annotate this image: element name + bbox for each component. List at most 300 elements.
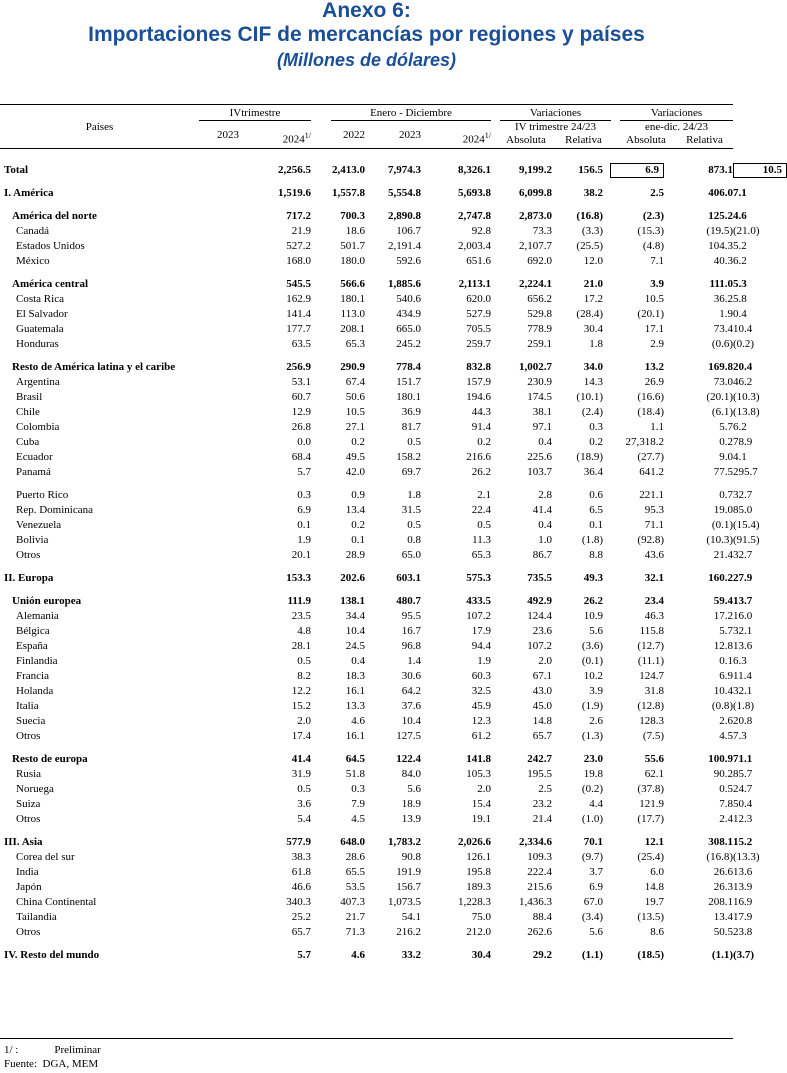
cell-value: 705.5 bbox=[466, 323, 491, 335]
cell-value: 92.8 bbox=[471, 225, 491, 237]
cell-value: 0.5 bbox=[719, 783, 733, 795]
cell-value: (1.8) bbox=[581, 534, 603, 546]
cell-value: 14.3 bbox=[583, 376, 603, 388]
cell-value: 177.7 bbox=[286, 323, 311, 335]
label-spacer bbox=[199, 880, 239, 895]
cell-value: 2,256.5 bbox=[278, 164, 311, 176]
cell-value: 50.5 bbox=[713, 926, 733, 938]
cell-value: 873.1 bbox=[708, 164, 733, 176]
row-label: Bolivia bbox=[16, 534, 49, 546]
region-row: III. Asia 577.9 648.0 1,783.2 2,026.6 2,334.6 70.1 12.1 308.1 15.2 bbox=[0, 835, 733, 850]
cell-value: 26.2 bbox=[471, 466, 491, 478]
cell-value: 29.2 bbox=[532, 949, 552, 961]
cell-value: 65.3 bbox=[471, 549, 491, 561]
cell-value: 32.5 bbox=[471, 685, 491, 697]
cell-value: 10.4 bbox=[713, 685, 733, 697]
country-row: España 28.1 24.5 96.8 94.4 107.2 (3.6) (12.7) 12.8 13.6 bbox=[0, 639, 733, 654]
cell-value: 12.8 bbox=[713, 640, 733, 652]
cell-value: 651.6 bbox=[466, 255, 491, 267]
label-spacer bbox=[199, 518, 239, 533]
cell-value: 153.3 bbox=[286, 572, 311, 584]
table-bottom-rule bbox=[0, 1038, 733, 1039]
cell-value: 433.5 bbox=[466, 595, 491, 607]
cell-value: 105.3 bbox=[466, 768, 491, 780]
cell-value: (1.9) bbox=[581, 700, 603, 712]
cell-value: 162.9 bbox=[286, 293, 311, 305]
cell-value: (11.1) bbox=[637, 655, 664, 667]
country-row: Cuba 0.0 0.2 0.5 0.2 0.4 0.2 27,318.2 0.2 78.9 bbox=[0, 435, 733, 450]
cell-value: 4.5 bbox=[351, 813, 365, 825]
cell-value: 107.2 bbox=[527, 640, 552, 652]
cell-value: 2,191.4 bbox=[388, 240, 421, 252]
cell-value: 2.0 bbox=[477, 783, 491, 795]
cell-value: 30.4 bbox=[583, 323, 603, 335]
label-spacer bbox=[199, 292, 239, 307]
header-col-2024-q-note: 1/ bbox=[304, 131, 311, 140]
cell-value: 49.5 bbox=[345, 451, 365, 463]
cell-value: 26.9 bbox=[644, 376, 664, 388]
row-label: Finlandia bbox=[16, 655, 58, 667]
row-label: México bbox=[16, 255, 50, 267]
cell-value: 40.3 bbox=[713, 255, 733, 267]
cell-value: 0.4 bbox=[538, 519, 552, 531]
cell-value: 17.2 bbox=[713, 610, 733, 622]
header-col-abs-y: Absoluta bbox=[626, 134, 666, 146]
header-bottom-rule bbox=[0, 148, 733, 149]
cell-value: 15.4 bbox=[471, 798, 491, 810]
header-top-rule bbox=[0, 104, 733, 105]
country-row: Chile 12.9 10.5 36.9 44.3 38.1 (2.4) (18.4) (6.1) (13.8) bbox=[0, 405, 733, 420]
cell-value: 5.7 bbox=[719, 625, 733, 637]
cell-value: 2,413.0 bbox=[332, 164, 365, 176]
header-paises: Países bbox=[85, 121, 114, 133]
country-row: Otros 5.4 4.5 13.9 19.1 21.4 (1.0) (17.7) 2.4 12.3 bbox=[0, 812, 733, 827]
cell-value: 157.9 bbox=[466, 376, 491, 388]
row-label: América central bbox=[12, 278, 89, 290]
row-label: Tailandia bbox=[16, 911, 57, 923]
cell-value: 0.1 bbox=[719, 655, 733, 667]
cell-value: 63.5 bbox=[291, 338, 311, 350]
cell-value: 158.2 bbox=[396, 451, 421, 463]
cell-value: 21.4 bbox=[532, 813, 552, 825]
cell-value: (1.1) bbox=[581, 949, 603, 961]
cell-value: 5.4 bbox=[297, 813, 311, 825]
page-title: Importaciones CIF de mercancías por regiones y países bbox=[88, 23, 645, 46]
label-spacer bbox=[199, 390, 239, 405]
region-row: II. Europa 153.3 202.6 603.1 575.3 735.5 49.3 32.1 160.2 27.9 bbox=[0, 571, 733, 586]
cell-value: 16.7 bbox=[401, 625, 421, 637]
label-spacer bbox=[199, 465, 239, 480]
cell-value: 46.3 bbox=[644, 610, 664, 622]
spacer-row bbox=[0, 269, 733, 277]
cell-value: 31.5 bbox=[401, 504, 421, 516]
header-group3: Variaciones bbox=[529, 107, 582, 119]
row-label: Otros bbox=[16, 926, 41, 938]
cell-value: (18.9) bbox=[576, 451, 603, 463]
cell-value bbox=[603, 163, 664, 178]
header-col-2024-q-year: 2024 bbox=[282, 133, 305, 146]
cell-value: 32.1 bbox=[644, 572, 664, 584]
cell-value: 603.1 bbox=[396, 572, 421, 584]
source-label: Fuente: bbox=[4, 1058, 37, 1070]
header-col-2024-year: 2024 bbox=[462, 133, 485, 146]
cell-value: (0.1) bbox=[711, 519, 733, 531]
cell-value: 1.1 bbox=[650, 421, 664, 433]
label-spacer bbox=[199, 948, 239, 963]
row-label: Bélgica bbox=[16, 625, 50, 637]
cell-value: 65.5 bbox=[345, 866, 365, 878]
cell-value: 222.4 bbox=[527, 866, 552, 878]
cell-value: 44.3 bbox=[471, 406, 491, 418]
label-spacer bbox=[199, 925, 239, 940]
country-row: China Continental 340.3 407.3 1,073.5 1,228.3 1,436.3 67.0 19.7 208.1 16.9 bbox=[0, 895, 733, 910]
label-spacer bbox=[199, 163, 239, 178]
cell-value: 45.0 bbox=[532, 700, 552, 712]
row-label: Argentina bbox=[16, 376, 60, 388]
label-spacer bbox=[199, 307, 239, 322]
cell-value: 156.5 bbox=[578, 164, 603, 176]
country-row: Brasil 60.7 50.6 180.1 194.6 174.5 (10.1) (16.6) (20.1) (10.3) bbox=[0, 390, 733, 405]
cell-value: 69.7 bbox=[401, 466, 421, 478]
cell-value: 46.6 bbox=[291, 881, 311, 893]
cell-value: 17.2 bbox=[583, 293, 603, 305]
country-row: Argentina 53.1 67.4 151.7 157.9 230.9 14.3 26.9 73.0 46.2 bbox=[0, 375, 733, 390]
cell-value: 30.6 bbox=[401, 670, 421, 682]
row-label: Holanda bbox=[16, 685, 54, 697]
row-label: Chile bbox=[16, 406, 40, 418]
cell-value: 17.1 bbox=[644, 323, 664, 335]
cell-value: 189.3 bbox=[466, 881, 491, 893]
cell-value: 3.9 bbox=[650, 278, 664, 290]
cell-value: 27.1 bbox=[345, 421, 365, 433]
annex-number: Anexo 6: bbox=[322, 0, 411, 22]
cell-value: 3.9 bbox=[589, 685, 603, 697]
label-spacer bbox=[199, 571, 239, 586]
cell-value: 156.7 bbox=[396, 881, 421, 893]
table-body bbox=[0, 163, 782, 963]
country-row: Honduras 63.5 65.3 245.2 259.7 259.1 1.8 2.9 (0.6) (0.2) bbox=[0, 337, 733, 352]
cell-value: 12.3 bbox=[471, 715, 491, 727]
row-label: Otros bbox=[16, 730, 41, 742]
cell-value: 2,026.6 bbox=[458, 836, 491, 848]
cell-value: 8,326.1 bbox=[458, 164, 491, 176]
cell-value: 113.0 bbox=[340, 308, 365, 320]
cell-value: 12.9 bbox=[291, 406, 311, 418]
header-col-rel-q: Relativa bbox=[565, 134, 602, 146]
cell-value: 6,099.8 bbox=[519, 187, 552, 199]
row-label: Total bbox=[4, 164, 29, 176]
cell-value: 141.8 bbox=[466, 753, 491, 765]
cell-value: 61.2 bbox=[471, 730, 491, 742]
cell-value: 245.2 bbox=[396, 338, 421, 350]
country-row: Bélgica 4.8 10.4 16.7 17.9 23.6 5.6 115.8 5.7 32.1 bbox=[0, 624, 733, 639]
cell-value: 95.5 bbox=[401, 610, 421, 622]
cell-value: 77.5 bbox=[713, 466, 733, 478]
cell-value: 18.9 bbox=[401, 798, 421, 810]
label-spacer bbox=[199, 435, 239, 450]
cell-value: 0.5 bbox=[297, 655, 311, 667]
label-spacer bbox=[199, 654, 239, 669]
cell-value: 3.6 bbox=[297, 798, 311, 810]
cell-value: 2.0 bbox=[297, 715, 311, 727]
cell-value: 195.5 bbox=[527, 768, 552, 780]
cell-value: 10.5 bbox=[345, 406, 365, 418]
region-row: América central 545.5 566.6 1,885.6 2,113.1 2,224.1 21.0 3.9 111.0 5.3 bbox=[0, 277, 733, 292]
cell-value: (18.5) bbox=[637, 949, 664, 961]
cell-value: 2,113.1 bbox=[458, 278, 491, 290]
label-spacer bbox=[199, 699, 239, 714]
cell-value: 67.1 bbox=[532, 670, 552, 682]
cell-value: 259.7 bbox=[466, 338, 491, 350]
spacer-row bbox=[0, 201, 733, 209]
cell-value: (12.7) bbox=[637, 640, 664, 652]
footnote-source bbox=[4, 1057, 98, 1071]
cell-value: 656.2 bbox=[527, 293, 552, 305]
cell-value: 0.1 bbox=[589, 519, 603, 531]
cell-value: 0.1 bbox=[351, 534, 365, 546]
row-label: Suiza bbox=[16, 798, 41, 810]
cell-value: 37.6 bbox=[401, 700, 421, 712]
header-group3-sub: IV trimestre 24/23 bbox=[514, 121, 597, 133]
cell-value: 575.3 bbox=[466, 572, 491, 584]
cell-value: 13.3 bbox=[345, 700, 365, 712]
row-label: China Continental bbox=[16, 896, 97, 908]
cell-value: 5,693.8 bbox=[458, 187, 491, 199]
cell-value: 38.3 bbox=[291, 851, 311, 863]
cell-value: 2.8 bbox=[538, 489, 552, 501]
cell-value: (6.1) bbox=[711, 406, 733, 418]
cell-value: 208.1 bbox=[340, 323, 365, 335]
row-label: Brasil bbox=[16, 391, 43, 403]
cell-value: 180.1 bbox=[340, 293, 365, 305]
cell-value: 10.2 bbox=[583, 670, 603, 682]
cell-value: 225.6 bbox=[527, 451, 552, 463]
cell-value: 27,318.2 bbox=[625, 436, 664, 448]
cell-value: 9,199.2 bbox=[519, 164, 552, 176]
cell-value: 0.2 bbox=[477, 436, 491, 448]
cell-value: 43.6 bbox=[644, 549, 664, 561]
row-label: Noruega bbox=[16, 783, 54, 795]
cell-value: 180.1 bbox=[396, 391, 421, 403]
cell-value: 20.1 bbox=[291, 549, 311, 561]
cell-value: 2.5 bbox=[650, 187, 664, 199]
cell-value: 0.3 bbox=[297, 489, 311, 501]
cell-value: 434.9 bbox=[396, 308, 421, 320]
cell-value: 28.6 bbox=[345, 851, 365, 863]
cell-value: 23.2 bbox=[532, 798, 552, 810]
cell-value: (25.4) bbox=[637, 851, 664, 863]
country-row: Alemania 23.5 34.4 95.5 107.2 124.4 10.9 46.3 17.2 16.0 bbox=[0, 609, 733, 624]
cell-value: 10.4 bbox=[345, 625, 365, 637]
cell-value: 4.4 bbox=[589, 798, 603, 810]
cell-value: 28.1 bbox=[291, 640, 311, 652]
cell-value: 43.0 bbox=[532, 685, 552, 697]
country-row: Japón 46.6 53.5 156.7 189.3 215.6 6.9 14.8 26.3 13.9 bbox=[0, 880, 733, 895]
cell-value: 208.1 bbox=[708, 896, 733, 908]
cell-value: 125.2 bbox=[708, 210, 733, 222]
cell-value: 242.7 bbox=[527, 753, 552, 765]
label-spacer bbox=[199, 594, 239, 609]
row-label: II. Europa bbox=[4, 572, 54, 584]
cell-value: 23.5 bbox=[291, 610, 311, 622]
label-spacer bbox=[199, 533, 239, 548]
country-row: Rep. Dominicana 6.9 13.4 31.5 22.4 41.4 6.5 95.3 19.0 85.0 bbox=[0, 503, 733, 518]
cell-value: 84.0 bbox=[401, 768, 421, 780]
label-spacer bbox=[199, 503, 239, 518]
cell-value: 70.1 bbox=[583, 836, 603, 848]
cell-value: 12.1 bbox=[644, 836, 664, 848]
cell-value: 0.0 bbox=[297, 436, 311, 448]
cell-value: 6.5 bbox=[589, 504, 603, 516]
cell-value: 62.1 bbox=[644, 768, 664, 780]
spacer-row bbox=[0, 352, 733, 360]
cell-value: 26.8 bbox=[291, 421, 311, 433]
label-spacer bbox=[199, 239, 239, 254]
cell-value: 216.2 bbox=[396, 926, 421, 938]
cell-value: 529.8 bbox=[527, 308, 552, 320]
cell-value: 2,334.6 bbox=[519, 836, 552, 848]
label-spacer bbox=[199, 729, 239, 744]
row-label: Resto de América latina y el caribe bbox=[12, 361, 176, 373]
label-spacer bbox=[199, 277, 239, 292]
cell-value: 90.8 bbox=[401, 851, 421, 863]
cell-value: 7.9 bbox=[351, 798, 365, 810]
cell-value: 10.5 bbox=[644, 293, 664, 305]
cell-value: 107.2 bbox=[466, 610, 491, 622]
country-row: Guatemala 177.7 208.1 665.0 705.5 778.9 30.4 17.1 73.4 10.4 bbox=[0, 322, 733, 337]
cell-value: 1,519.6 bbox=[278, 187, 311, 199]
country-row: Corea del sur 38.3 28.6 90.8 126.1 109.3 (9.7) (25.4) (16.8) (13.3) bbox=[0, 850, 733, 865]
label-spacer bbox=[199, 609, 239, 624]
cell-value: (18.4) bbox=[637, 406, 664, 418]
footnote-text: Preliminar bbox=[54, 1044, 101, 1056]
cell-value: 540.6 bbox=[396, 293, 421, 305]
cell-value: 26.6 bbox=[713, 866, 733, 878]
header-group1: IVtrimestre bbox=[229, 107, 281, 119]
cell-value: 0.3 bbox=[351, 783, 365, 795]
cell-value: 2,224.1 bbox=[519, 278, 552, 290]
row-label: Cuba bbox=[16, 436, 40, 448]
cell-value: 212.0 bbox=[466, 926, 491, 938]
region-row bbox=[0, 163, 733, 178]
cell-value: 2.4 bbox=[719, 813, 733, 825]
cell-value: 19.0 bbox=[713, 504, 733, 516]
label-spacer bbox=[199, 488, 239, 503]
cell-value: 665.0 bbox=[396, 323, 421, 335]
row-label: Honduras bbox=[16, 338, 59, 350]
row-label: India bbox=[16, 866, 39, 878]
cell-value: 308.1 bbox=[708, 836, 733, 848]
cell-value: 23.0 bbox=[583, 753, 603, 765]
cell-value: (0.8) bbox=[711, 700, 733, 712]
label-spacer bbox=[199, 895, 239, 910]
cell-value: 577.9 bbox=[286, 836, 311, 848]
cell-value: 73.0 bbox=[713, 376, 733, 388]
label-spacer bbox=[199, 322, 239, 337]
cell-value: (1.3) bbox=[581, 730, 603, 742]
cell-value: 692.0 bbox=[527, 255, 552, 267]
label-spacer bbox=[199, 767, 239, 782]
country-row: Suecia 2.0 4.6 10.4 12.3 14.8 2.6 128.3 2.6 20.8 bbox=[0, 714, 733, 729]
row-label: Francia bbox=[16, 670, 49, 682]
spacer-row bbox=[0, 744, 733, 752]
spacer-row bbox=[0, 480, 733, 488]
cell-value: 5.7 bbox=[719, 421, 733, 433]
cell-value: 88.4 bbox=[532, 911, 552, 923]
cell-value: 11.3 bbox=[472, 534, 491, 546]
cell-value: 0.4 bbox=[538, 436, 552, 448]
cell-value: 21.0 bbox=[583, 278, 603, 290]
cell-value: 0.2 bbox=[719, 436, 733, 448]
country-row: Estados Unidos 527.2 501.7 2,191.4 2,003.4 2,107.7 (25.5) (4.8) 104.3 5.2 bbox=[0, 239, 733, 254]
cell-value: 126.1 bbox=[466, 851, 491, 863]
cell-value: 527.9 bbox=[466, 308, 491, 320]
label-spacer bbox=[199, 812, 239, 827]
label-spacer bbox=[199, 360, 239, 375]
cell-value: (16.8) bbox=[576, 210, 603, 222]
cell-value: 36.4 bbox=[583, 466, 603, 478]
cell-value: 86.7 bbox=[532, 549, 552, 561]
cell-value: (0.1) bbox=[581, 655, 603, 667]
cell-value: 0.5 bbox=[407, 436, 421, 448]
row-label: Unión europea bbox=[12, 595, 82, 607]
cell-value: 128.3 bbox=[639, 715, 664, 727]
spacer-row bbox=[0, 827, 733, 835]
cell-value: 34.0 bbox=[583, 361, 603, 373]
header-col-2024 bbox=[435, 129, 491, 147]
cell-value: 169.8 bbox=[708, 361, 733, 373]
cell-value: 230.9 bbox=[527, 376, 552, 388]
label-spacer bbox=[199, 209, 239, 224]
cell-value: 0.5 bbox=[477, 519, 491, 531]
cell-value: 1,885.6 bbox=[388, 278, 421, 290]
cell-value: 122.4 bbox=[396, 753, 421, 765]
country-row: Bolivia 1.9 0.1 0.8 11.3 1.0 (1.8) (92.8) (10.3) (91.5) bbox=[0, 533, 733, 548]
cell-value: 4.8 bbox=[297, 625, 311, 637]
cell-value: 340.3 bbox=[286, 896, 311, 908]
cell-value: 97.1 bbox=[532, 421, 552, 433]
cell-value: 81.7 bbox=[401, 421, 421, 433]
cell-value: 41.4 bbox=[291, 753, 311, 765]
cell-value: 5.7 bbox=[297, 949, 311, 961]
cell-value: 0.3 bbox=[589, 421, 603, 433]
cell-value: 7.8 bbox=[719, 798, 733, 810]
cell-value: 1.9 bbox=[719, 308, 733, 320]
cell-value: (1.0) bbox=[581, 813, 603, 825]
cell-value: 10.9 bbox=[583, 610, 603, 622]
cell-value: 1,436.3 bbox=[519, 896, 552, 908]
cell-value: (4.8) bbox=[642, 240, 664, 252]
country-row: Italia 15.2 13.3 37.6 45.9 45.0 (1.9) (12.8) (0.8) (1.8) bbox=[0, 699, 733, 714]
cell-value: (27.7) bbox=[637, 451, 664, 463]
cell-value: (3.6) bbox=[581, 640, 603, 652]
cell-value: 592.6 bbox=[396, 255, 421, 267]
country-row: Puerto Rico 0.3 0.9 1.8 2.1 2.8 0.6 221.1 0.7 32.7 bbox=[0, 488, 733, 503]
cell-value: 0.9 bbox=[351, 489, 365, 501]
title-block bbox=[0, 0, 733, 72]
row-label: Rusia bbox=[16, 768, 42, 780]
cell-value: 38.2 bbox=[583, 187, 603, 199]
cell-value: 3.7 bbox=[589, 866, 603, 878]
cell-value: 1.8 bbox=[589, 338, 603, 350]
cell-value: 5.6 bbox=[589, 625, 603, 637]
cell-value: 121.9 bbox=[639, 798, 664, 810]
cell-value: 2.6 bbox=[719, 715, 733, 727]
cell-value: 2.0 bbox=[538, 655, 552, 667]
label-spacer bbox=[199, 548, 239, 563]
cell-value: 23.4 bbox=[644, 595, 664, 607]
cell-value: 71.1 bbox=[644, 519, 664, 531]
